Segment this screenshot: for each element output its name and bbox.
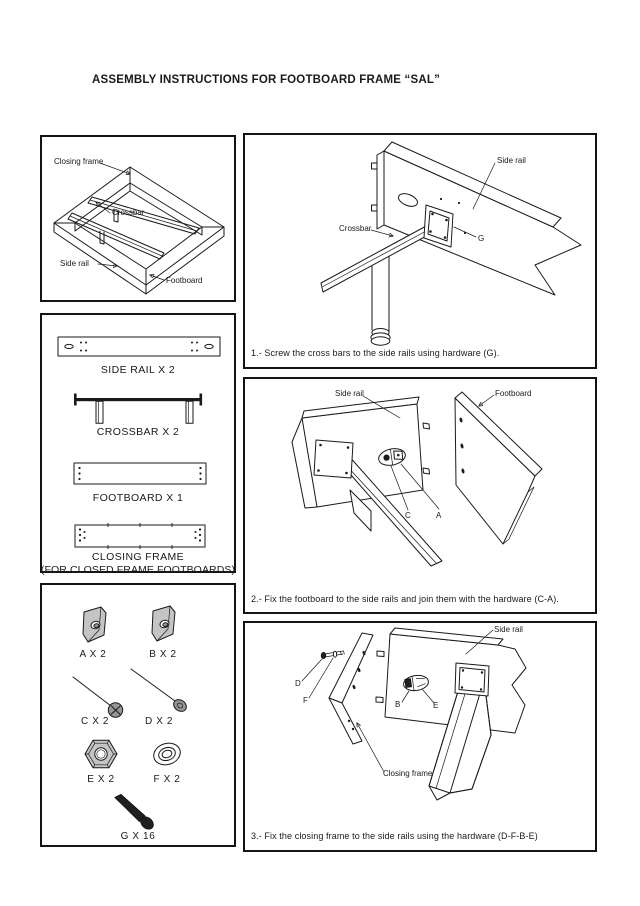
footboard-part-icon bbox=[74, 463, 206, 484]
side-rail-icon bbox=[372, 142, 582, 295]
hw-label-g: G X 16 bbox=[120, 831, 156, 842]
label-crossbar: Crossbar bbox=[112, 208, 145, 217]
step-2-box bbox=[243, 377, 597, 614]
label-side-rail: Side rail bbox=[60, 259, 89, 268]
step-3-label-e: E bbox=[433, 701, 439, 710]
mounting-plate-icon bbox=[314, 440, 353, 478]
hw-label-d: D X 2 bbox=[144, 716, 174, 727]
hardware-c-bolt-icon bbox=[73, 677, 123, 717]
hardware-diagram bbox=[42, 585, 234, 845]
step-3-label-closing-frame: Closing frame bbox=[383, 769, 433, 778]
step-3-label-f: F bbox=[303, 696, 308, 705]
step-3-caption: 3.- Fix the closing frame to the side rails using the hardware (D-F-B-E) bbox=[251, 831, 538, 841]
side-rail-icon bbox=[292, 397, 430, 508]
label-footboard: Footboard bbox=[166, 276, 203, 285]
step-2-label-a: A bbox=[436, 511, 442, 520]
step-3-label-b: B bbox=[395, 700, 401, 709]
step-1-label-g: G bbox=[478, 234, 485, 243]
hw-label-a: A X 2 bbox=[79, 649, 107, 660]
part-sublabel-closing-frame: (FOR CLOSED FRAME FOOTBOARDS) bbox=[40, 564, 236, 576]
part-label-closing-frame: CLOSING FRAME bbox=[91, 551, 185, 563]
side-rail-part-icon bbox=[58, 337, 220, 356]
hardware-box bbox=[40, 583, 236, 847]
step-3-label-d: D bbox=[295, 679, 301, 688]
leg-icon bbox=[371, 256, 390, 345]
part-label-crossbar: CROSSBAR X 2 bbox=[96, 426, 180, 438]
hardware-d-bolt-icon bbox=[131, 669, 189, 714]
parts-box bbox=[40, 313, 236, 576]
footboard-icon bbox=[455, 392, 542, 544]
step-1-label-side-rail: Side rail bbox=[497, 156, 526, 165]
crossbar-part-icon bbox=[74, 394, 202, 424]
step-2-label-footboard: Footboard bbox=[495, 389, 532, 398]
hw-label-f: F X 2 bbox=[153, 774, 181, 785]
part-label-footboard: FOOTBOARD X 1 bbox=[92, 492, 184, 504]
mounting-plate-icon bbox=[455, 663, 489, 696]
hardware-g-screw-icon bbox=[115, 795, 156, 832]
step-1-box bbox=[243, 133, 597, 369]
step-2-label-c: C bbox=[405, 511, 411, 520]
frame-outline-icon bbox=[54, 167, 224, 294]
hardware-a-bracket-icon bbox=[83, 607, 106, 642]
step-1-diagram bbox=[245, 135, 595, 367]
hardware-e-nut-icon bbox=[85, 740, 117, 768]
hardware-d-f-icon bbox=[321, 651, 344, 659]
parts-diagram bbox=[42, 315, 234, 571]
step-1-label-crossbar: Crossbar bbox=[339, 224, 372, 233]
hardware-b-bracket-icon bbox=[152, 606, 175, 641]
step-3-diagram bbox=[245, 623, 595, 850]
hw-label-e: E X 2 bbox=[87, 774, 115, 785]
page-title: ASSEMBLY INSTRUCTIONS FOR FOOTBOARD FRAME “SAL” bbox=[92, 74, 441, 86]
closing-frame-part-icon bbox=[75, 524, 205, 549]
step-2-label-side-rail: Side rail bbox=[335, 389, 364, 398]
closing-frame-icon bbox=[329, 633, 373, 744]
part-label-side-rail: SIDE RAIL X 2 bbox=[100, 364, 176, 376]
step-1-caption: 1.- Screw the cross bars to the side rails using hardware (G). bbox=[251, 348, 500, 358]
step-2-diagram bbox=[245, 379, 595, 612]
hw-label-c: C X 2 bbox=[80, 716, 110, 727]
hw-label-b: B X 2 bbox=[149, 649, 177, 660]
step-3-label-side-rail: Side rail bbox=[494, 625, 523, 634]
hardware-f-washer-icon bbox=[151, 740, 183, 768]
step-3-box bbox=[243, 621, 597, 852]
overview-box bbox=[40, 135, 236, 302]
label-closing-frame: Closing frame bbox=[54, 157, 104, 166]
step-2-caption: 2.- Fix the footboard to the side rails and join them with the hardware (C-A). bbox=[251, 594, 559, 604]
